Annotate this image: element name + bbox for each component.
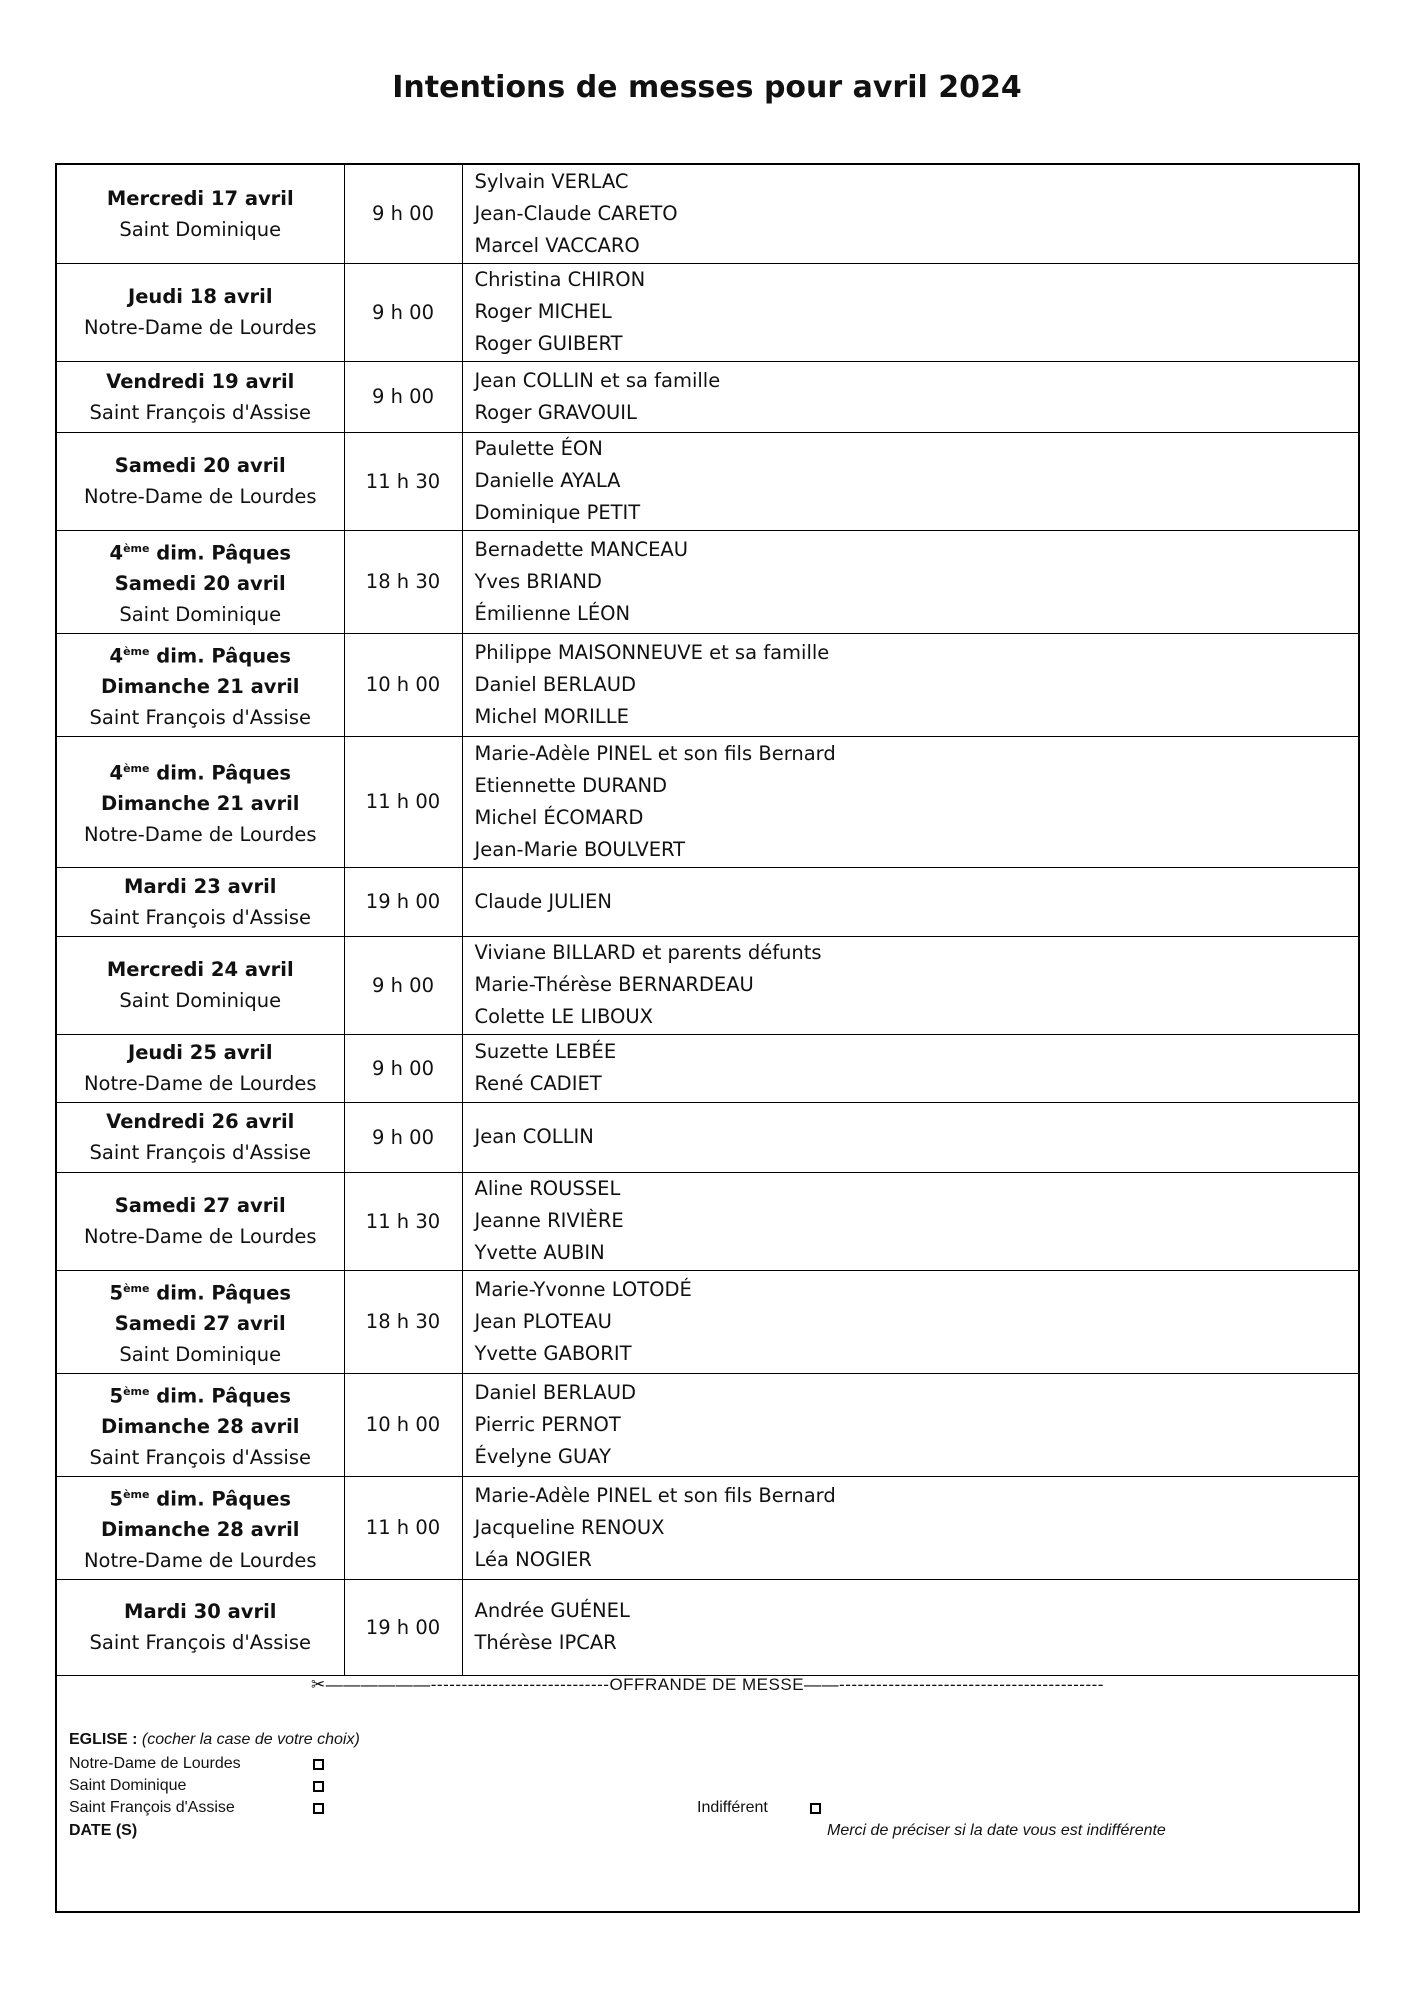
cut-line: ✂——————-----------------------------OFFRANDE DE MESSE——------------------------------------------- <box>311 1675 1104 1694</box>
intention-name: Évelyne GUAY <box>474 1444 611 1468</box>
mass-church-line: Saint François d'Assise <box>89 400 311 424</box>
mass-day-line: 4ème dim. Pâques <box>109 541 292 565</box>
mass-row <box>57 1270 1358 1373</box>
mass-time: 10 h 00 <box>344 1373 462 1476</box>
mass-day-line: Mercredi 24 avril <box>106 958 294 981</box>
intention-name: Daniel BERLAUD <box>474 1380 637 1404</box>
mass-intentions-cell <box>462 1270 1358 1373</box>
mass-day-cell <box>57 1579 344 1675</box>
mass-day-cell <box>57 1172 344 1270</box>
mass-day-line: Dimanche 28 avril <box>101 1518 300 1542</box>
checkbox-indifferent[interactable] <box>810 1803 821 1814</box>
intention-name: Suzette LEBÉE <box>474 1040 617 1063</box>
mass-intentions-cell <box>462 361 1358 432</box>
mass-time: 11 h 00 <box>344 736 462 867</box>
mass-time: 9 h 00 <box>344 263 462 361</box>
mass-intentions-cell <box>462 1476 1358 1579</box>
mass-row <box>57 1476 1358 1579</box>
mass-time: 18 h 30 <box>344 530 462 633</box>
intention-name: Yvette AUBIN <box>474 1241 605 1264</box>
intention-name: Etiennette DURAND <box>474 773 668 797</box>
mass-intentions-form <box>55 163 1360 1913</box>
mass-row <box>57 1102 1358 1172</box>
intention-name: Jacqueline RENOUX <box>474 1515 665 1539</box>
mass-row <box>57 1373 1358 1476</box>
mass-day-line: Samedi 20 avril <box>114 454 286 477</box>
mass-intentions-cell <box>462 1102 1358 1172</box>
intention-name: Marie-Thérèse BERNARDEAU <box>474 973 754 996</box>
mass-intentions-cell <box>462 530 1358 633</box>
checkbox-saint-dominique[interactable] <box>313 1781 324 1792</box>
option-label-notre-dame: Notre-Dame de Lourdes <box>69 1755 241 1772</box>
mass-row <box>57 361 1358 432</box>
mass-intentions-cell <box>462 432 1358 530</box>
intention-name: Andrée GUÉNEL <box>474 1599 630 1622</box>
mass-time: 18 h 30 <box>344 1270 462 1373</box>
mass-time: 9 h 00 <box>344 936 462 1034</box>
intention-name: Jean COLLIN <box>474 1125 594 1148</box>
mass-intentions-cell <box>462 1172 1358 1270</box>
mass-time: 19 h 00 <box>344 867 462 936</box>
intention-name: Yvette GABORIT <box>474 1341 632 1365</box>
mass-church-line: Saint Dominique <box>119 989 282 1012</box>
mass-day-line: 5ème dim. Pâques <box>109 1281 292 1305</box>
option-label-saint-dominique: Saint Dominique <box>69 1777 187 1794</box>
mass-church-line: Saint François d'Assise <box>89 1141 311 1164</box>
intention-name: Paulette ÉON <box>474 437 603 460</box>
intention-name: Dominique PETIT <box>474 501 641 524</box>
checkbox-saint-francois[interactable] <box>313 1803 324 1814</box>
mass-day-line: 4ème dim. Pâques <box>109 761 292 785</box>
church-choice-label <box>69 1731 360 1749</box>
intention-name: Marie-Adèle PINEL et son fils Bernard <box>474 741 836 765</box>
page-title: Intentions de messes pour avril 2024 <box>392 70 1022 105</box>
mass-row <box>57 1172 1358 1270</box>
mass-church-line: Notre-Dame de Lourdes <box>83 316 317 339</box>
intention-name: Roger GUIBERT <box>474 332 623 355</box>
mass-church-line: Saint Dominique <box>119 603 282 627</box>
mass-row <box>57 263 1358 361</box>
mass-day-cell <box>57 432 344 530</box>
mass-intentions-cell <box>462 1034 1358 1102</box>
church-label: EGLISE : <box>69 1731 138 1748</box>
mass-row <box>57 530 1358 633</box>
intention-name: Thérèse IPCAR <box>474 1631 617 1654</box>
mass-row <box>57 1034 1358 1102</box>
intention-name: Sylvain VERLAC <box>474 169 629 193</box>
mass-intentions-cell <box>462 633 1358 736</box>
mass-day-cell <box>57 936 344 1034</box>
mass-time: 9 h 00 <box>344 1102 462 1172</box>
mass-day-cell <box>57 736 344 867</box>
mass-day-cell <box>57 263 344 361</box>
mass-day-cell <box>57 1102 344 1172</box>
mass-time: 11 h 00 <box>344 1476 462 1579</box>
church-hint: (cocher la case de votre choix) <box>141 1731 360 1748</box>
mass-time: 11 h 30 <box>344 432 462 530</box>
intention-name: Michel MORILLE <box>474 704 629 728</box>
mass-row <box>57 936 1358 1034</box>
mass-row <box>57 165 1358 263</box>
intention-name: Léa NOGIER <box>474 1547 592 1571</box>
mass-row <box>57 1579 1358 1675</box>
intention-name: Pierric PERNOT <box>474 1412 621 1436</box>
intention-name: Marcel VACCARO <box>474 233 640 257</box>
mass-day-line: 5ème dim. Pâques <box>109 1384 292 1408</box>
checkbox-notre-dame[interactable] <box>313 1759 324 1770</box>
mass-day-cell <box>57 1373 344 1476</box>
mass-day-cell <box>57 530 344 633</box>
intention-name: Marie-Adèle PINEL et son fils Bernard <box>474 1483 836 1507</box>
mass-day-line: Mardi 30 avril <box>124 1600 277 1623</box>
mass-row <box>57 633 1358 736</box>
mass-day-line: Vendredi 19 avril <box>106 369 295 393</box>
intention-name: Colette LE LIBOUX <box>474 1005 653 1028</box>
mass-church-line: Notre-Dame de Lourdes <box>83 485 317 508</box>
intention-name: Marie-Yvonne LOTODÉ <box>474 1277 692 1301</box>
intention-name: Yves BRIAND <box>474 569 602 593</box>
mass-day-line: Jeudi 25 avril <box>127 1041 273 1064</box>
intention-name: Jeanne RIVIÈRE <box>474 1209 624 1232</box>
date-note: Merci de préciser si la date vous est indifférente <box>827 1822 1166 1839</box>
offering-slip <box>57 1669 1358 1913</box>
intention-name: René CADIET <box>474 1072 602 1095</box>
mass-day-line: Mercredi 17 avril <box>106 186 294 210</box>
mass-time: 11 h 30 <box>344 1172 462 1270</box>
mass-church-line: Saint Dominique <box>119 1343 282 1367</box>
mass-day-line: 4ème dim. Pâques <box>109 644 292 668</box>
mass-time: 10 h 00 <box>344 633 462 736</box>
mass-day-line: Dimanche 21 avril <box>101 675 300 699</box>
intention-name: Claude JULIEN <box>474 889 612 913</box>
mass-church-line: Notre-Dame de Lourdes <box>83 1072 317 1095</box>
mass-intentions-cell <box>462 736 1358 867</box>
intention-name: Philippe MAISONNEUVE et sa famille <box>474 640 830 664</box>
mass-time: 9 h 00 <box>344 1034 462 1102</box>
option-label-saint-francois: Saint François d'Assise <box>69 1799 235 1816</box>
intention-name: Émilienne LÉON <box>474 601 631 625</box>
mass-time: 9 h 00 <box>344 361 462 432</box>
intention-name: Jean COLLIN et sa famille <box>474 368 721 392</box>
date-label: DATE (S) <box>69 1822 138 1839</box>
mass-intentions-cell <box>462 936 1358 1034</box>
mass-church-line: Notre-Dame de Lourdes <box>83 1549 317 1573</box>
intention-name: Jean-Claude CARETO <box>474 201 678 225</box>
mass-intentions-cell <box>462 263 1358 361</box>
mass-day-line: 5ème dim. Pâques <box>109 1487 292 1511</box>
mass-time: 9 h 00 <box>344 165 462 263</box>
intention-name: Roger GRAVOUIL <box>474 400 637 424</box>
intention-name: Michel ÉCOMARD <box>474 805 644 829</box>
mass-day-line: Dimanche 21 avril <box>101 792 300 816</box>
mass-row <box>57 736 1358 867</box>
mass-day-cell <box>57 633 344 736</box>
intention-name: Aline ROUSSEL <box>474 1177 621 1200</box>
mass-intentions-cell <box>462 1579 1358 1675</box>
mass-intentions-cell <box>462 867 1358 936</box>
intention-name: Jean PLOTEAU <box>474 1309 612 1333</box>
mass-row <box>57 432 1358 530</box>
mass-intentions-table <box>57 165 1358 1676</box>
mass-church-line: Notre-Dame de Lourdes <box>83 1225 317 1248</box>
mass-day-line: Dimanche 28 avril <box>101 1415 300 1439</box>
mass-row <box>57 867 1358 936</box>
mass-day-line: Samedi 27 avril <box>114 1194 286 1217</box>
intention-name: Jean-Marie BOULVERT <box>474 837 686 861</box>
indifferent-label: Indifférent <box>697 1799 768 1816</box>
intention-name: Danielle AYALA <box>474 469 621 492</box>
mass-day-line: Samedi 20 avril <box>114 572 286 596</box>
mass-day-cell <box>57 361 344 432</box>
mass-church-line: Saint François d'Assise <box>89 905 311 929</box>
mass-church-line: Saint François d'Assise <box>89 1631 311 1654</box>
intention-name: Christina CHIRON <box>474 268 646 291</box>
mass-day-line: Vendredi 26 avril <box>106 1110 295 1133</box>
mass-intentions-cell <box>462 165 1358 263</box>
intention-name: Viviane BILLARD et parents défunts <box>474 941 822 964</box>
mass-church-line: Saint François d'Assise <box>89 1446 311 1470</box>
mass-time: 19 h 00 <box>344 1579 462 1675</box>
mass-day-line: Mardi 23 avril <box>124 874 277 898</box>
intention-name: Roger MICHEL <box>474 300 612 323</box>
mass-day-line: Samedi 27 avril <box>114 1312 286 1336</box>
mass-day-cell <box>57 1476 344 1579</box>
mass-day-cell <box>57 1270 344 1373</box>
intention-name: Daniel BERLAUD <box>474 672 637 696</box>
mass-church-line: Saint Dominique <box>119 217 282 241</box>
mass-intentions-cell <box>462 1373 1358 1476</box>
mass-day-cell <box>57 1034 344 1102</box>
intention-name: Bernadette MANCEAU <box>474 537 689 561</box>
mass-day-line: Jeudi 18 avril <box>127 285 273 308</box>
mass-day-cell <box>57 165 344 263</box>
mass-church-line: Notre-Dame de Lourdes <box>83 823 317 847</box>
mass-day-cell <box>57 867 344 936</box>
mass-church-line: Saint François d'Assise <box>89 706 311 730</box>
